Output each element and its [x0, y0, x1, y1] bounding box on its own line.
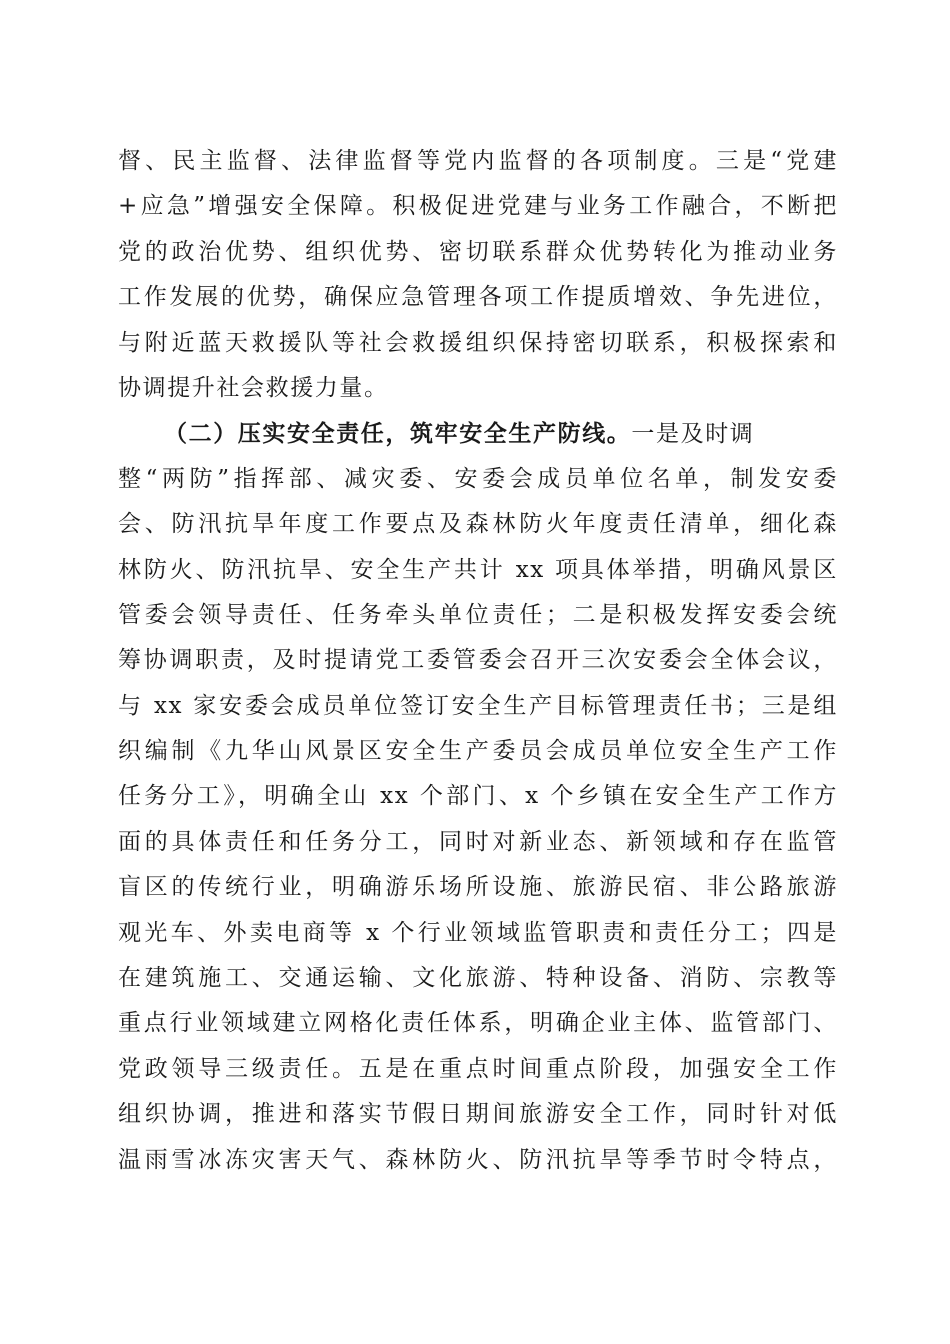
- text-line: 与附近蓝天救援队等社会救援组织保持密切联系，积极探索和: [118, 329, 838, 356]
- text-line: 在建筑施工、交通运输、文化旅游、特种设备、消防、宗教等: [118, 965, 838, 992]
- text-line: 党政领导三级责任。五是在重点时间重点阶段，加强安全工作: [118, 1055, 838, 1082]
- text-line: +应急”增强安全保障。积极促进党建与业务工作融合，不断把: [118, 193, 838, 220]
- text-line: 督、民主监督、法律监督等党内监督的各项制度。三是“党建: [118, 148, 838, 174]
- text-line: 温雨雪冰冻灾害天气、森林防火、防汛抗旱等季节时令特点，: [118, 1146, 838, 1173]
- text-line: 组织协调，推进和落实节假日期间旅游安全工作，同时针对低: [118, 1101, 838, 1128]
- paragraph-2-first-line: [118, 411, 838, 456]
- text-line: 工作发展的优势，确保应急管理各项工作提质增效、争先进位，: [118, 284, 838, 311]
- text-line: 面的具体责任和任务分工，同时对新业态、新领域和存在监管: [118, 828, 838, 855]
- text-line: 重点行业领域建立网格化责任体系，明确企业主体、监管部门、: [118, 1010, 838, 1037]
- text-line: 盲区的传统行业，明确游乐场所设施、旅游民宿、非公路旅游: [118, 874, 838, 901]
- section-heading: （二）压实安全责任，筑牢安全生产防线。: [164, 420, 632, 448]
- text-line: 筹协调职责，及时提请党工委管委会召开三次安委会全体会议，: [118, 647, 838, 674]
- text-fragment: 一是及时调: [631, 421, 755, 448]
- text-line: 林防火、防汛抗旱、安全生产共计 xx 项具体举措，明确风景区: [118, 556, 838, 583]
- document-body: [118, 139, 838, 1183]
- text-line: 观光车、外卖电商等 x 个行业领域监管职责和责任分工；四是: [118, 919, 838, 946]
- text-line: 党的政治优势、组织优势、密切联系群众优势转化为推动业务: [118, 238, 838, 265]
- text-line: 任务分工》，明确全山 xx 个部门、x 个乡镇在安全生产工作方: [118, 783, 838, 810]
- text-line: 织编制《九华山风景区安全生产委员会成员单位安全生产工作: [118, 738, 838, 765]
- text-line: 与 xx 家安委会成员单位签订安全生产目标管理责任书；三是组: [118, 692, 838, 719]
- text-line: 管委会领导责任、任务牵头单位责任；二是积极发挥安委会统: [118, 601, 838, 628]
- text-line: 协调提升社会救援力量。: [118, 374, 389, 401]
- text-line: 整“两防”指挥部、减灾委、安委会成员单位名单，制发安委: [118, 465, 838, 492]
- text-line: 会、防汛抗旱年度工作要点及森林防火年度责任清单，细化森: [118, 511, 838, 538]
